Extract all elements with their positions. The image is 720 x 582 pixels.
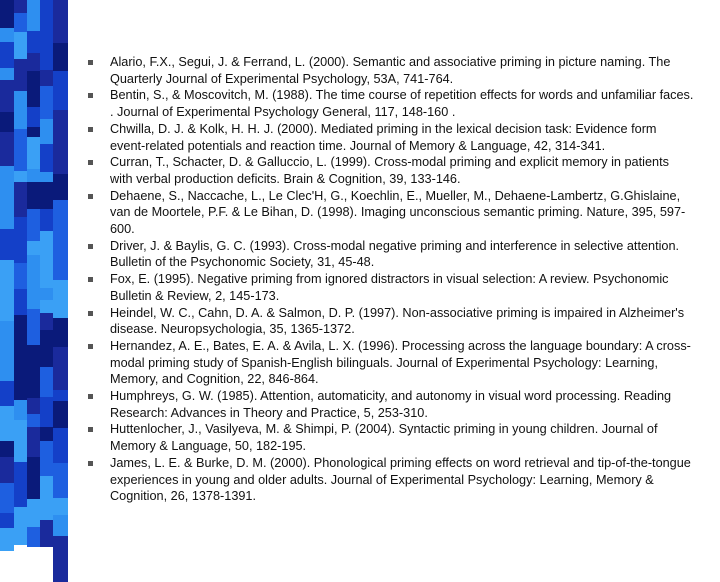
- stripe-column: [40, 0, 53, 540]
- stripe-block: [40, 70, 53, 86]
- reference-item: [84, 305, 694, 338]
- bullet-icon: [88, 194, 93, 199]
- stripe-block: [53, 318, 68, 347]
- bullet-icon: [88, 461, 93, 466]
- stripe-block: [14, 144, 27, 171]
- stripe-block: [27, 380, 40, 398]
- stripe-block: [0, 42, 14, 68]
- stripe-block: [0, 457, 14, 483]
- stripe-block: [14, 32, 27, 59]
- reference-text: Driver, J. & Baylis, G. C. (1993). Cross-modal negative priming and interference in selective attention. Bulletin of the Psychonomic Society, 31, 45-48.: [110, 238, 680, 270]
- stripe-block: [53, 43, 68, 71]
- stripe-block: [40, 86, 53, 119]
- stripe-block: [53, 110, 68, 140]
- reference-text: Humphreys, G. W. (1985). Attention, automaticity, and autonomy in visual word processing. Reading Research: Advances in Theory and Practice, 5, 253-310.: [110, 389, 672, 420]
- reference-item: [84, 121, 694, 154]
- stripe-block: [14, 129, 27, 144]
- reference-text: Curran, T., Schacter, D. & Galluccio, L. (1999). Cross-modal priming and explicit memory in patients with verbal production deficits. Brain & Cognition, 39, 133-146.: [110, 155, 669, 186]
- reference-item: [84, 455, 694, 505]
- stripe-block: [53, 515, 68, 536]
- stripe-block: [27, 457, 40, 499]
- stripe-block: [53, 498, 68, 515]
- stripe-block: [0, 335, 14, 381]
- stripe-block: [40, 209, 53, 231]
- stripe-block: [14, 0, 27, 13]
- stripe-block: [53, 174, 68, 200]
- bullet-icon: [88, 93, 93, 98]
- bullet-icon: [88, 311, 93, 316]
- stripe-block: [27, 309, 40, 345]
- stripe-block: [27, 414, 40, 427]
- stripe-block: [40, 367, 53, 397]
- bullet-icon: [88, 394, 93, 399]
- reference-text: Dehaene, S., Naccache, L., Le Clec'H, G., Koechlin, E., Mueller, M., Dehaene-Lambertz, G.Ghislaine, van de Moortele, P.F. & Le Bihan, D. (1998). Imaging unconscious semantic priming. Nature, 395, 597-600.: [110, 188, 686, 237]
- stripe-block: [0, 441, 14, 457]
- stripe-block: [27, 209, 40, 241]
- reference-item: [84, 338, 694, 388]
- bullet-icon: [88, 60, 93, 65]
- reference-text: Huttenlocher, J., Vasilyeva, M. & Shimpi, P. (2004). Syntactic priming in young children. Journal of Memory & Language, 50, 182-195.: [110, 422, 658, 454]
- bullet-icon: [88, 244, 93, 249]
- stripe-block: [40, 119, 53, 144]
- stripe-block: [14, 289, 27, 315]
- reference-item: [84, 154, 694, 187]
- stripe-block: [53, 71, 68, 110]
- reference-list-area: [84, 54, 694, 505]
- stripe-block: [40, 520, 53, 547]
- reference-item: [84, 188, 694, 238]
- reference-item: [84, 271, 694, 304]
- stripe-block: [0, 321, 14, 335]
- stripe-block: [27, 299, 40, 309]
- stripe-block: [27, 241, 40, 255]
- stripe-block: [14, 420, 27, 462]
- stripe-block: [27, 0, 40, 31]
- stripe-block: [40, 172, 53, 182]
- reference-item: [84, 87, 694, 120]
- stripe-block: [40, 12, 53, 30]
- stripe-block: [14, 315, 27, 342]
- stripe-block: [0, 513, 14, 528]
- reference-list: [84, 54, 694, 505]
- stripe-block: [27, 71, 40, 107]
- reference-item: [84, 238, 694, 271]
- stripe-block: [40, 330, 53, 341]
- bullet-icon: [88, 427, 93, 432]
- stripe-block: [27, 427, 40, 457]
- stripe-block: [40, 427, 53, 441]
- stripe-block: [14, 182, 27, 217]
- stripe-block: [27, 53, 40, 71]
- stripe-block: [14, 171, 27, 182]
- stripe-block: [40, 441, 53, 476]
- stripe-block: [14, 13, 27, 32]
- stripe-block: [27, 499, 40, 527]
- stripe-block: [40, 341, 53, 367]
- stripe-block: [53, 463, 68, 498]
- stripe-block: [27, 31, 40, 53]
- reference-item: [84, 388, 694, 421]
- stripe-block: [27, 137, 40, 169]
- reference-item: [84, 421, 694, 454]
- stripe-block: [53, 428, 68, 463]
- stripe-block: [40, 268, 53, 288]
- bullet-icon: [88, 344, 93, 349]
- reference-text: Hernandez, A. E., Bates, E. A. & Avila, L. X. (1996). Processing across the language boundary: A cross-modal priming study of Spanish-English bilinguals. Journal of Experimental Psychology: Learning, Memory, and Cognition, 22, 846-864.: [110, 338, 691, 387]
- stripe-column: [53, 0, 68, 540]
- reference-text: Fox, E. (1995). Negative priming from ignored distractors in visual selection: A review. Psychonomic Bulletin & Review, 2, 145-173.: [110, 272, 669, 303]
- reference-item: [84, 54, 694, 87]
- stripe-column: [14, 0, 27, 540]
- stripe-block: [27, 398, 40, 414]
- stripe-block: [14, 263, 27, 289]
- stripe-block: [0, 483, 14, 513]
- stripe-block: [0, 194, 14, 229]
- stripe-block: [14, 400, 27, 420]
- reference-text: Chwilla, D. J. & Kolk, H. H. J. (2000). Mediated priming in the lexical decision task: Evidence form event-related potentials and reaction time. Journal of Memory & Language, 42, 314-341.: [110, 121, 657, 153]
- bullet-icon: [88, 127, 93, 132]
- stripe-block: [14, 59, 27, 91]
- stripe-block: [14, 362, 27, 400]
- decorative-stripe: [0, 0, 68, 540]
- stripe-block: [40, 313, 53, 330]
- stripe-block: [40, 182, 53, 209]
- stripe-block: [53, 390, 68, 401]
- stripe-block: [14, 91, 27, 129]
- stripe-block: [53, 280, 68, 318]
- stripe-block: [14, 217, 27, 263]
- stripe-block: [0, 166, 14, 194]
- stripe-block: [0, 28, 14, 42]
- stripe-block: [27, 527, 40, 547]
- reference-text: James, L. E. & Burke, D. M. (2000). Phonological priming effects on word retrieval and tip-of-the-tongue experiences in young and older adults. Journal of Experimental Psychology: Learning, Memory & Cognition, 26, 1378-1391.: [110, 455, 691, 504]
- stripe-block: [0, 132, 14, 166]
- stripe-block: [27, 127, 40, 137]
- stripe-column: [27, 0, 40, 540]
- stripe-block: [27, 169, 40, 182]
- stripe-block: [53, 246, 68, 280]
- stripe-block: [27, 107, 40, 127]
- stripe-block: [27, 345, 40, 380]
- reference-text: Alario, F.X., Segui, J. & Ferrand, L. (2000). Semantic and associative priming in picture naming. The Quarterly Journal of Experimental Psychology, 53A, 741-764.: [110, 55, 671, 86]
- stripe-block: [0, 80, 14, 112]
- stripe-block: [40, 397, 53, 427]
- stripe-block: [0, 229, 14, 260]
- stripe-block: [53, 140, 68, 174]
- stripe-block: [14, 342, 27, 362]
- bullet-icon: [88, 277, 93, 282]
- stripe-block: [40, 288, 53, 300]
- stripe-block: [53, 347, 68, 390]
- stripe-block: [27, 255, 40, 299]
- stripe-block: [0, 0, 14, 28]
- stripe-block: [0, 260, 14, 276]
- stripe-block: [0, 406, 14, 441]
- stripe-block: [40, 30, 53, 70]
- stripe-block: [27, 182, 40, 209]
- stripe-block: [53, 401, 68, 428]
- stripe-block: [53, 536, 68, 582]
- bullet-icon: [88, 160, 93, 165]
- stripe-column: [0, 0, 14, 540]
- reference-text: Bentin, S., & Moscovitch, M. (1988). The time course of repetition effects for words and unfamiliar faces. . Journal of Experimental Psychology General, 117, 148-160 .: [110, 88, 694, 120]
- stripe-block: [40, 0, 53, 12]
- stripe-block: [40, 144, 53, 172]
- stripe-block: [14, 507, 27, 545]
- stripe-block: [53, 0, 68, 43]
- stripe-block: [0, 112, 14, 132]
- stripe-block: [40, 476, 53, 520]
- stripe-block: [14, 462, 27, 507]
- stripe-block: [40, 231, 53, 268]
- reference-text: Heindel, W. C., Cahn, D. A. & Salmon, D. P. (1997). Non-associative priming is impaired in Alzheimer's disease. Neuropsychologia, 35, 1365-1372.: [110, 305, 685, 337]
- stripe-block: [40, 300, 53, 313]
- stripe-block: [53, 200, 68, 246]
- stripe-block: [0, 276, 14, 321]
- stripe-block: [0, 68, 14, 80]
- stripe-block: [0, 381, 14, 406]
